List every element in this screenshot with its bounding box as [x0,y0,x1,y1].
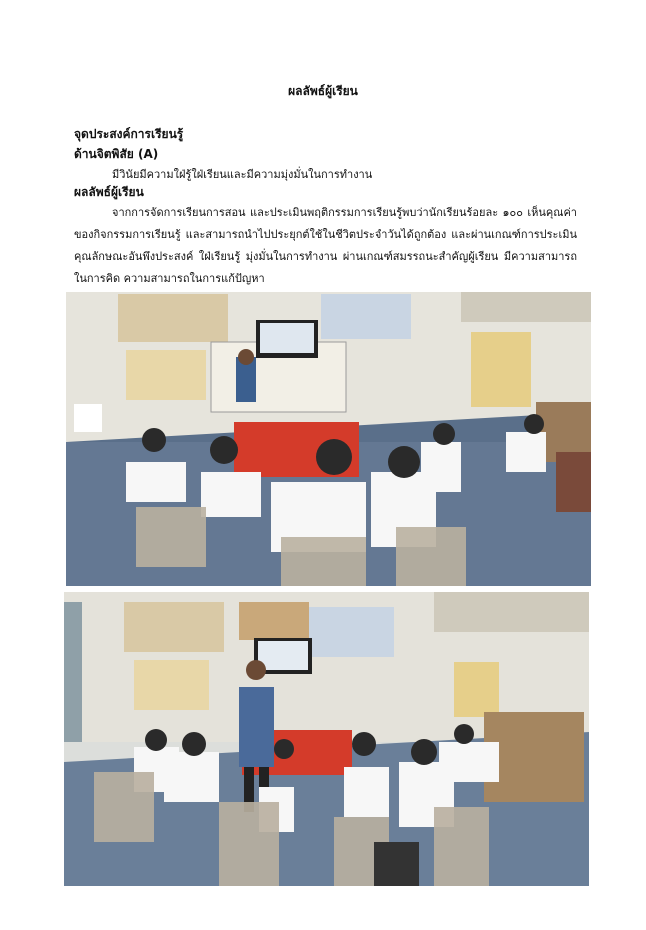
page-title: ผลลัพธ์ผู้เรียน [288,84,358,98]
learner-outcomes-heading: ผลลัพธ์ผู้เรียน [74,185,144,199]
classroom-photo-2 [64,592,589,886]
learner-outcomes-paragraph: จากการจัดการเรียนการสอน และประเมินพฤติกรรมการเรียนรู้พบว่านักเรียนร้อยละ ๑๐๐ เห็นคุณค่าของกิจกรรมการเรียนรู้ และสามารถนำไปประยุกต์ใช้ในชีวิตประจำวันได้ถูกต้อง และผ่านเกณฑ์การประเมินคุณลักษณะอันพึงประสงค์ ใฝ่เรียนรู้ มุ่งมั่นในการทำงาน ผ่านเกณฑ์สมรรถนะสำคัญผู้เรียน มีความสามารถในการคิด ความสามารถในการแก้ปัญหา [74,206,577,285]
attitude-domain-heading: ด้านจิตพิสัย (A) [74,147,159,161]
classroom-photo-1 [66,292,591,586]
attitude-objective-text: มีวินัยมีความใฝ่รู้ใฝ่เรียนและมีความมุ่งมั่นในการทำงาน [112,168,373,181]
learning-objectives-heading: จุดประสงค์การเรียนรู้ [74,127,184,141]
